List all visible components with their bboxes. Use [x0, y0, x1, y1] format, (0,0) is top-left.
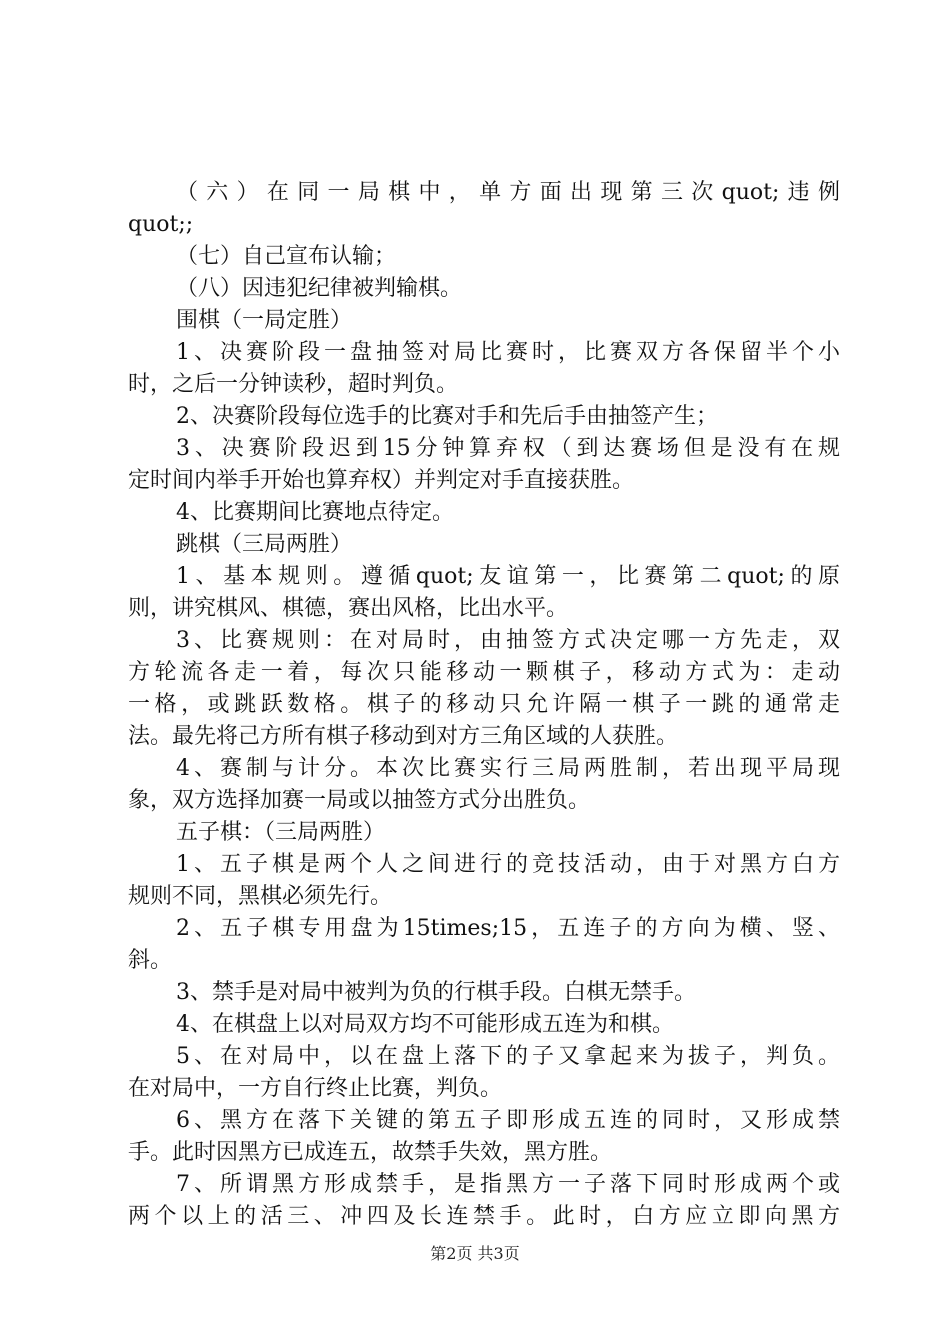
text-line: 2、五子棋专用盘为15times;15，五连子的方向为横、竖、 — [176, 916, 840, 941]
text-line: 两个以上的活三、冲四及长连禁手。此时，白方应立即向黑方 — [128, 1204, 840, 1229]
text-line: 时，之后一分钟读秒，超时判负。 — [128, 372, 459, 397]
page-footer: 第2页 共3页 — [430, 1244, 520, 1263]
text-line: 一格，或跳跃数格。棋子的移动只允许隔一棋子一跳的通常走 — [128, 692, 840, 717]
text-line: 3、禁手是对局中被判为负的行棋手段。白棋无禁手。 — [176, 980, 696, 1005]
text-line: 斜。 — [128, 948, 173, 973]
text-line: 1、五子棋是两个人之间进行的竞技活动，由于对黑方白方 — [176, 852, 840, 877]
text-line: 3、比赛规则：在对局时，由抽签方式决定哪一方先走，双 — [176, 628, 840, 653]
text-line: 在对局中，一方自行终止比赛，判负。 — [128, 1076, 503, 1101]
text-line: 2、决赛阶段每位选手的比赛对手和先后手由抽签产生； — [176, 404, 718, 429]
text-line: 法。最先将己方所有棋子移动到对方三角区域的人获胜。 — [128, 724, 679, 749]
text-line: 1、基本规则。遵循quot;友谊第一，比赛第二quot;的原 — [176, 564, 840, 589]
text-line: 5、在对局中，以在盘上落下的子又拿起来为拔子，判负。 — [176, 1044, 840, 1069]
text-line: 4、比赛期间比赛地点待定。 — [176, 500, 454, 525]
section-heading: 跳棋（三局两胜） — [176, 532, 353, 557]
text-line: 象，双方选择加赛一局或以抽签方式分出胜负。 — [128, 788, 591, 813]
text-line: quot;; — [128, 212, 194, 237]
text-line: 6、黑方在落下关键的第五子即形成五连的同时，又形成禁 — [176, 1108, 840, 1133]
section-heading: 五子棋：（三局两胜） — [176, 820, 386, 845]
text-line: 7、所谓黑方形成禁手，是指黑方一子落下同时形成两个或 — [176, 1172, 840, 1197]
text-line: 3、决赛阶段迟到15分钟算弃权（到达赛场但是没有在规 — [176, 436, 840, 461]
text-line: 4、赛制与计分。本次比赛实行三局两胜制，若出现平局现 — [176, 756, 840, 781]
text-line: （七）自己宣布认输； — [176, 244, 397, 269]
text-line: 1、决赛阶段一盘抽签对局比赛时，比赛双方各保留半个小 — [176, 340, 840, 365]
text-line: 定时间内举手开始也算弃权）并判定对手直接获胜。 — [128, 468, 635, 493]
section-heading: 围棋（一局定胜） — [176, 308, 353, 333]
text-line: 手。此时因黑方已成连五，故禁手失效，黑方胜。 — [128, 1140, 613, 1165]
text-line: 方轮流各走一着，每次只能移动一颗棋子，移动方式为：走动 — [128, 660, 840, 685]
text-line: （六）在同一局棋中，单方面出现第三次quot;违例 — [176, 180, 840, 205]
text-line: （八）因违犯纪律被判输棋。 — [176, 276, 463, 301]
text-line: 4、在棋盘上以对局双方均不可能形成五连为和棋。 — [176, 1012, 674, 1037]
text-line: 规则不同，黑棋必须先行。 — [128, 884, 393, 909]
text-line: 则，讲究棋风、棋德，赛出风格，比出水平。 — [128, 596, 569, 621]
